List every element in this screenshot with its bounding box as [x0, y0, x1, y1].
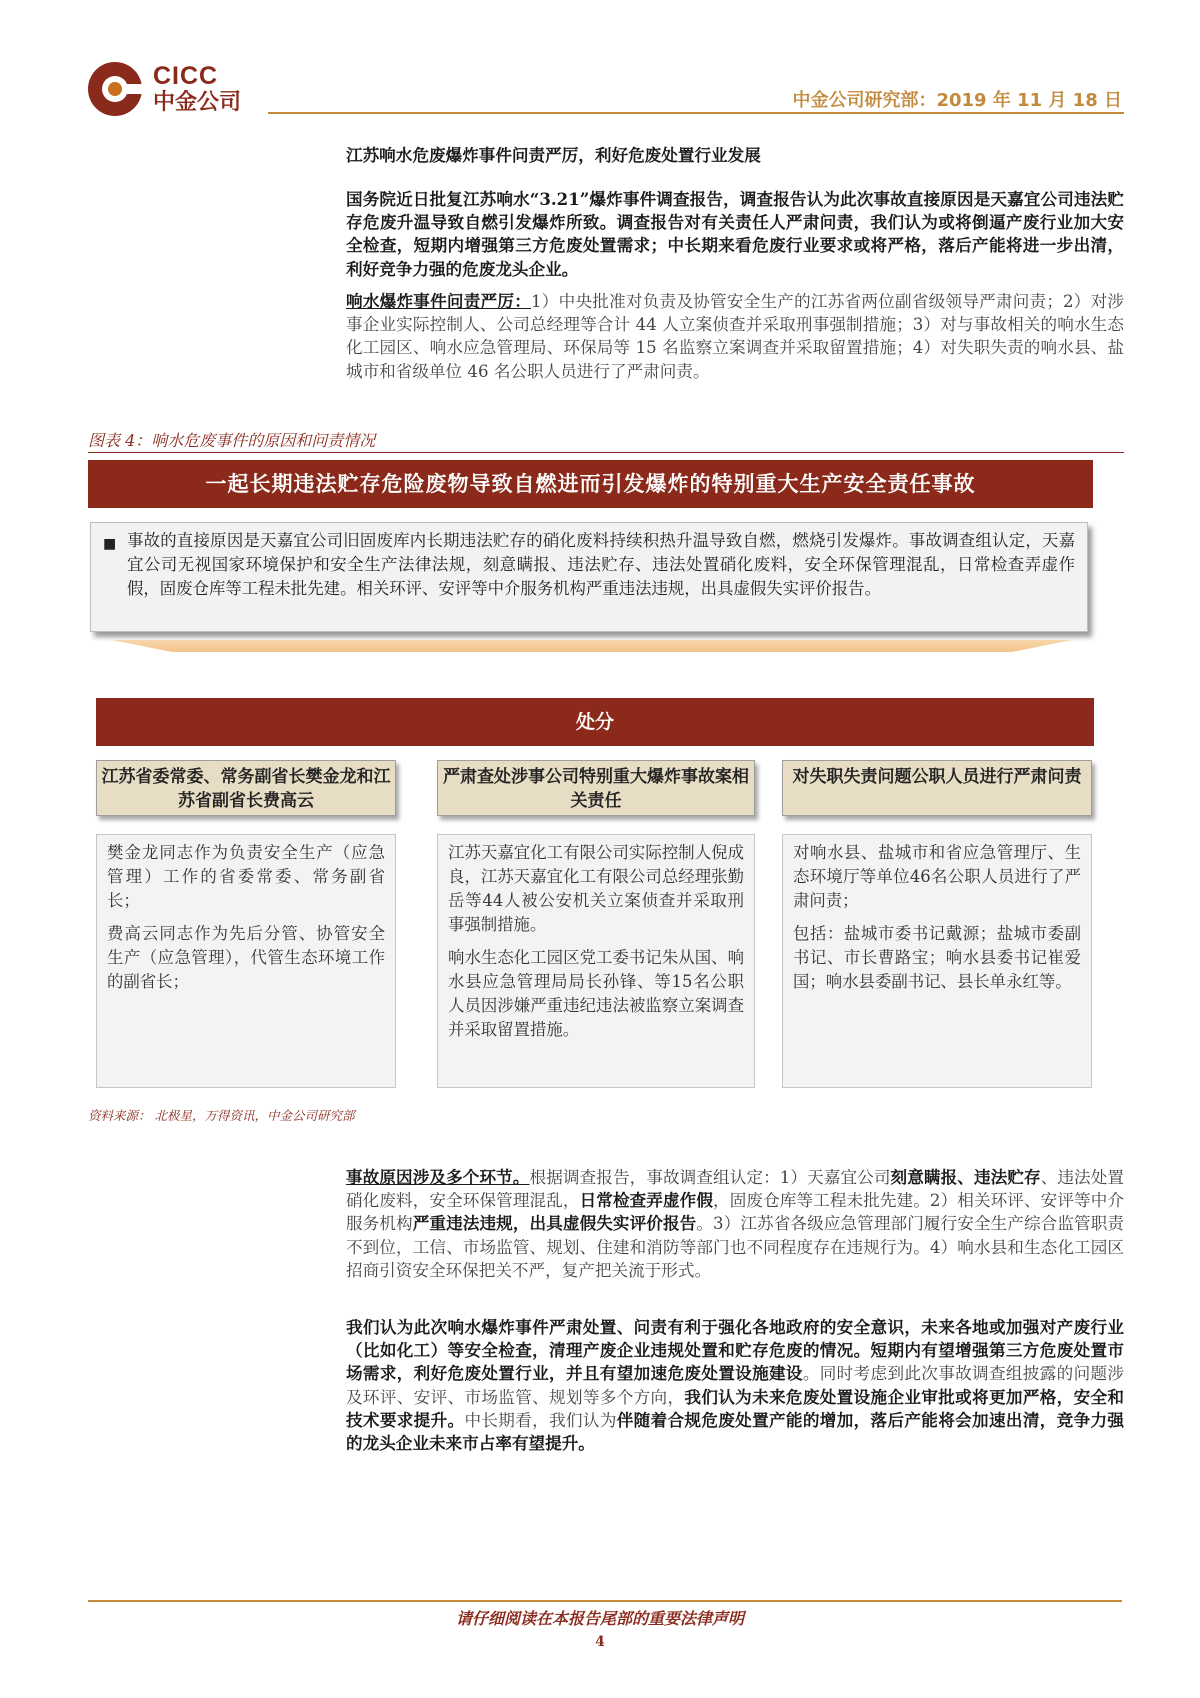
causes-paragraph [346, 1166, 1124, 1282]
column-head-text: 江苏省委常委、常务副省长樊金龙和江苏省副省长费高云 [101, 767, 391, 811]
column-body-provincial-leaders [96, 834, 396, 1088]
column-paragraph: 包括：盐城市委书记戴源；盐城市委副书记、市长曹路宝；响水县委书记崔爱国；响水县委副书记、县长单永红等。 [793, 924, 1081, 991]
accountability-text: 1）中央批准对负责及协管安全生产的江苏省两位副省级领导严肃问责；2）对涉事企业实际控制人、公司总经理等合计 44 人立案侦查并采取刑事强制措施；3）对与事故相关的响水生态化工园区、响水应急管理局、环保局等 15 名监察立案调查并采取留置措施；4）对失职失责的响水县、盐城市和省级单位 46 名公职人员进行了严肃问责。 [346, 292, 1124, 381]
conclusion-paragraph [346, 1316, 1124, 1455]
cicc-logo [88, 62, 248, 122]
causes-text: ，固废仓库等工程未批先建。2）相关环评、安评等中介服务机构 [346, 1191, 1125, 1234]
header-divider [268, 112, 1124, 114]
summary-paragraph: 国务院近日批复江苏响水“3.21”爆炸事件调查报告，调查报告认为此次事故直接原因是天嘉宜公司违法贮存危废升温导致自燃引发爆炸所致。调查报告对有关责任人严肃问责，我们认为或将倒逼产废行业加大安全检查，短期内增强第三方危废处置需求；中长期来看危废行业要求或将严格，落后产能将进一步出清，利好竞争力强的危废龙头企业。 [346, 189, 1124, 279]
column-head-text: 对失职失责问题公职人员进行严肃问责 [792, 767, 1082, 787]
column-paragraph: 樊金龙同志作为负责安全生产（应急管理）工作的省委常委、常务副省长； [107, 843, 385, 910]
column-paragraph: 费高云同志作为先后分管、协管安全生产（应急管理），代管生态环境工作的副省长； [107, 924, 385, 991]
conclusion-emphasis: 我们认为此次响水爆炸事件严肃处置、问责有利于强化各地政府的安全意识，未来各地或加强对产废行业（比如化工）等安全检查，清理产废企业违规处置和贮存危废的情况。短期内有望增强第三方危废处置市场需求，利好危废处置行业，并且有望加速危废处置设施建设 [346, 1317, 1124, 1384]
footer-divider [88, 1600, 1122, 1602]
column-paragraph: 江苏天嘉宜化工有限公司实际控制人倪成良，江苏天嘉宜化工有限公司总经理张勤岳等44人被公安机关立案侦查并采取刑事强制措施。 [448, 843, 744, 934]
accountability-paragraph [346, 290, 1124, 383]
causes-text: 。3）江苏省各级应急管理部门履行安全生产综合监管职责不到位，工信、市场监管、规划、住建和消防等部门也不同程度存在违规行为。4）响水县和生态化工园区招商引资安全环保把关不严，复产把关流于形式。 [346, 1214, 1125, 1280]
column-body-company [437, 834, 755, 1088]
column-paragraph: 对响水县、盐城市和省应急管理厅、生态环境厅等单位46名公职人员进行了严肃问责； [793, 843, 1081, 910]
conclusion-emphasis: 伴随着合规危废处置产能的增加，落后产能将会加速出清，竞争力强的龙头企业未来市占率有望提升。 [346, 1409, 1125, 1454]
figure-title: 图表 4：响水危废事件的原因和问责情况 [88, 431, 376, 450]
causes-emphasis: 日常检查弄虚作假 [579, 1190, 714, 1211]
page-number: 4 [595, 1634, 605, 1650]
causes-text: 、违法处置硝化废料，安全环保管理混乱， [346, 1168, 1125, 1211]
report-date: 中金公司研究部：2019 年 11 月 18 日 [792, 90, 1122, 111]
cause-box [90, 522, 1088, 632]
punishment-banner: 处分 [96, 698, 1094, 746]
column-head-text: 严肃查处涉事公司特别重大爆炸事故案相关责任 [443, 767, 749, 811]
conclusion-text: 中长期看，我们认为 [464, 1410, 617, 1430]
figure-source: 资料来源： 北极星，万得资讯，中金公司研究部 [88, 1108, 355, 1123]
cicc-logo-mark-icon [88, 62, 142, 116]
causes-emphasis: 严重违法违规，出具虚假失实评价报告 [412, 1213, 697, 1234]
column-paragraph: 响水生态化工园区党工委书记朱从国、响水县应急管理局局长孙锋、等15名公职人员因涉嫌严重违纪违法被监察立案调查并采取留置措施。 [448, 948, 744, 1039]
column-head-company [437, 760, 755, 816]
conclusion-text: 。同时考虑到此次事故调查组披露的问题涉及环评、安评、市场监管、规划等多个方向， [346, 1364, 1124, 1407]
logo-text-en: CICC [153, 62, 219, 90]
cause-text: 事故的直接原因是天嘉宜公司旧固废库内长期违法贮存的硝化废料持续积热升温导致自燃，燃烧引发爆炸。事故调查组认定，天嘉宜公司无视国家环境保护和安全生产法律法规，刻意瞒报、违法贮存、违法处置硝化废料，安全环保管理混乱，日常检查弄虚作假，固废仓库等工程未批先建。相关环评、安评等中介服务机构严重违法违规，出具虚假失实评价报告。 [127, 531, 1075, 598]
section-title: 江苏响水危废爆炸事件问责严厉，利好危废处置行业发展 [346, 145, 761, 165]
column-body-officials [782, 834, 1092, 1088]
logo-text-cn: 中金公司 [153, 90, 242, 115]
figure-title-divider [88, 452, 1124, 453]
funnel-arrow-icon [112, 640, 1072, 686]
causes-emphasis: 刻意瞒报、违法贮存 [890, 1167, 1041, 1187]
column-head-provincial-leaders [96, 760, 396, 816]
column-head-officials [782, 760, 1092, 816]
square-bullet-icon: ■ [103, 536, 117, 552]
legal-notice: 请仔细阅读在本报告尾部的重要法律声明 [455, 1609, 744, 1628]
conclusion-emphasis: 我们认为未来危废处置设施企业审批或将更加严格，安全和技术要求提升。 [346, 1386, 1125, 1430]
accountability-label: 响水爆炸事件问责严厉： [346, 291, 532, 311]
accident-banner: 一起长期违法贮存危险废物导致自燃进而引发爆炸的特别重大生产安全责任事故 [88, 460, 1093, 508]
causes-text: 根据调查报告，事故调查组认定：1）天嘉宜公司 [529, 1168, 891, 1187]
causes-lead: 事故原因涉及多个环节。 [346, 1167, 530, 1187]
